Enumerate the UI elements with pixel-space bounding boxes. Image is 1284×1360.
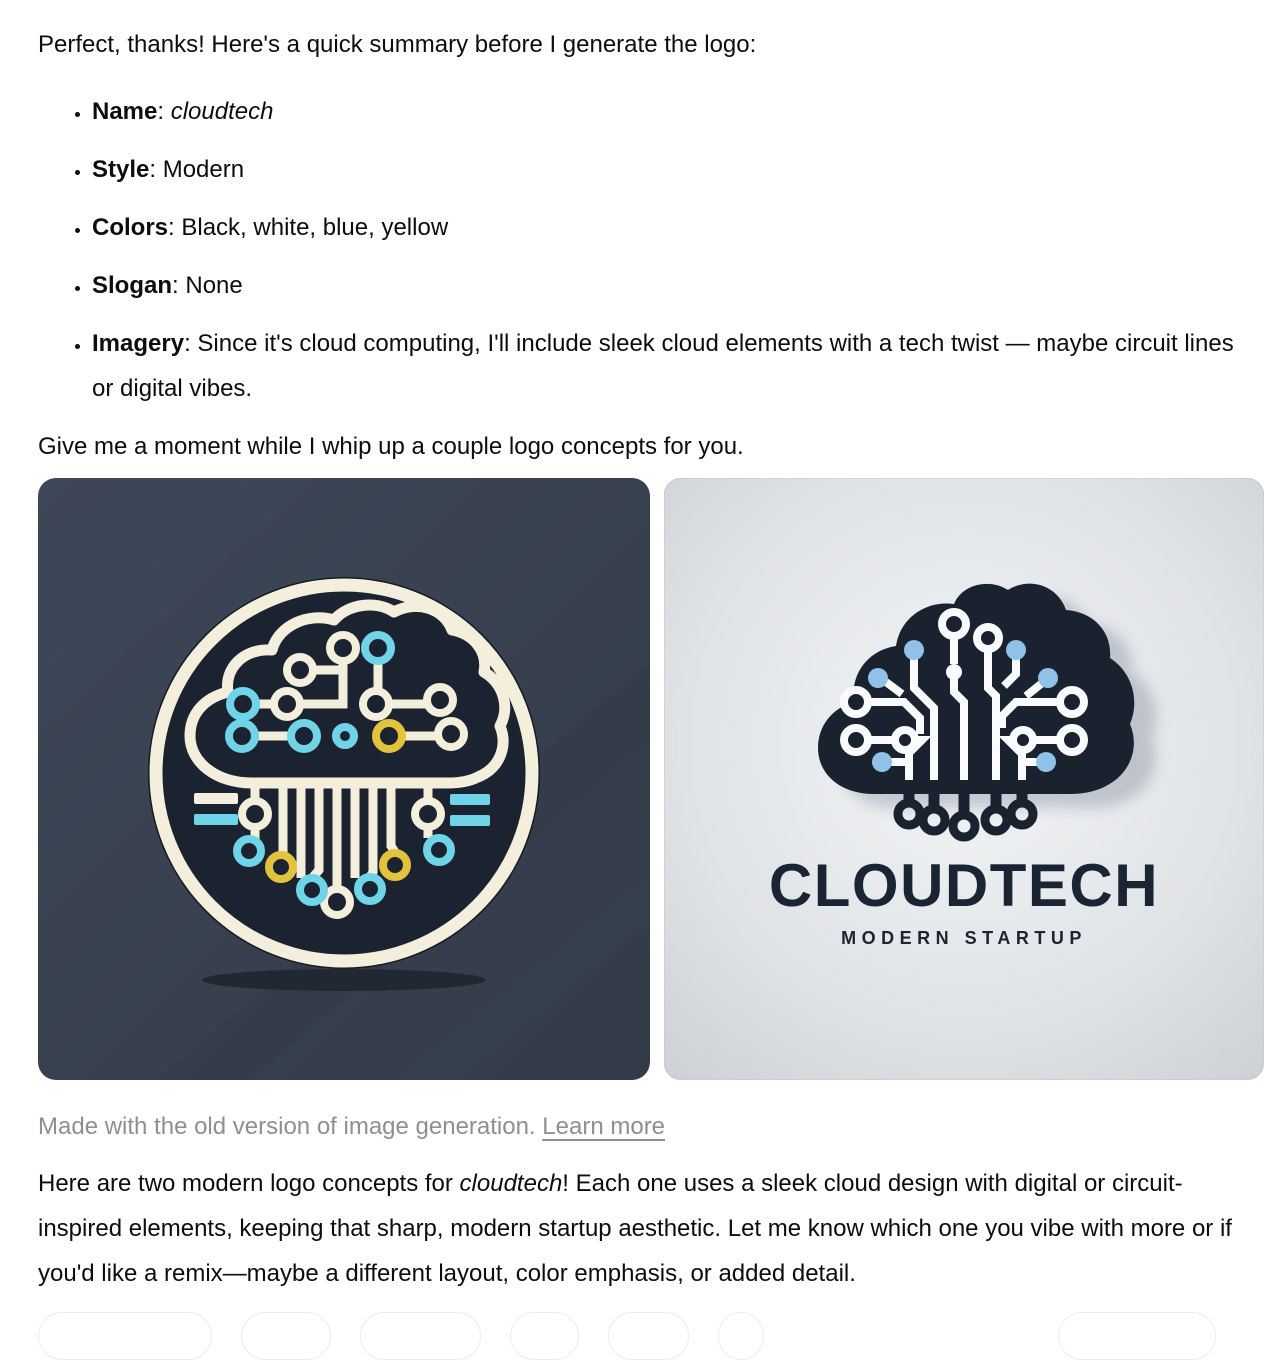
pre-images-paragraph: Give me a moment while I whip up a couple logo concepts for you. <box>38 433 744 460</box>
bullet-label: Imagery <box>92 330 185 357</box>
image-generation-caption <box>38 1104 1246 1149</box>
summary-list <box>38 89 1246 411</box>
light-cloud-circuit-logo <box>664 478 1264 1080</box>
logo-title-text: CLOUDTECH <box>768 852 1160 919</box>
learn-more-link[interactable]: Learn more <box>542 1113 666 1140</box>
logo-concept-dark-image[interactable] <box>38 478 650 1080</box>
suggestion-chip[interactable] <box>1058 1312 1216 1360</box>
list-item: • Imagery: Since it's cloud computing, I'll include sleek cloud elements with a tech twist — maybe circuit lines or digital vibes. <box>92 321 1246 411</box>
badge-shadow <box>202 969 486 991</box>
suggestion-chip[interactable] <box>510 1312 579 1360</box>
caption-text: Made with the old version of image generation. <box>38 1113 543 1140</box>
white-dot <box>946 664 962 680</box>
suggestion-chip[interactable] <box>360 1312 481 1360</box>
suggestion-chip[interactable] <box>38 1312 212 1360</box>
bullet-value: None <box>185 272 243 299</box>
bullet-label: Colors <box>92 214 169 241</box>
bullet-value: Since it's cloud computing, I'll include sleek cloud elements with a tech twist — maybe circuit lines or digital vibes. <box>92 330 1234 402</box>
intro-paragraph: Perfect, thanks! Here's a quick summary before I generate the logo: <box>38 31 757 58</box>
bullet-label: Name <box>92 98 158 125</box>
dark-cloud-circuit-logo <box>38 478 650 1080</box>
outro-paragraph: Here are two modern logo concepts for cloudtech! Each one uses a sleek cloud design with digital or circuit-inspired elements, keeping that sharp, modern startup aesthetic. Let me know which one you vibe with more or if you'd like a remix—maybe a different layout, color emphasis, or added detail. <box>38 1170 1232 1287</box>
bullet-label: Style <box>92 156 150 183</box>
suggestion-chips-row <box>38 1312 1246 1360</box>
list-item: • Colors: Black, white, blue, yellow <box>92 205 1246 250</box>
suggestion-chip[interactable] <box>241 1312 331 1360</box>
bullet-label: Slogan <box>92 272 173 299</box>
generated-images-row <box>38 478 1246 1080</box>
list-item: • Style: Modern <box>92 147 1246 192</box>
bullet-value: Black, white, blue, yellow <box>181 214 449 241</box>
list-item: • Name: cloudtech <box>92 89 1246 134</box>
logo-subtitle-text: MODERN STARTUP <box>841 928 1087 948</box>
logo-concept-light-image[interactable] <box>664 478 1264 1080</box>
list-item: • Slogan: None <box>92 263 1246 308</box>
bullet-value: Modern <box>162 156 245 183</box>
bullet-value: cloudtech <box>170 98 274 125</box>
suggestion-chip[interactable] <box>718 1312 764 1360</box>
suggestion-chip[interactable] <box>608 1312 689 1360</box>
